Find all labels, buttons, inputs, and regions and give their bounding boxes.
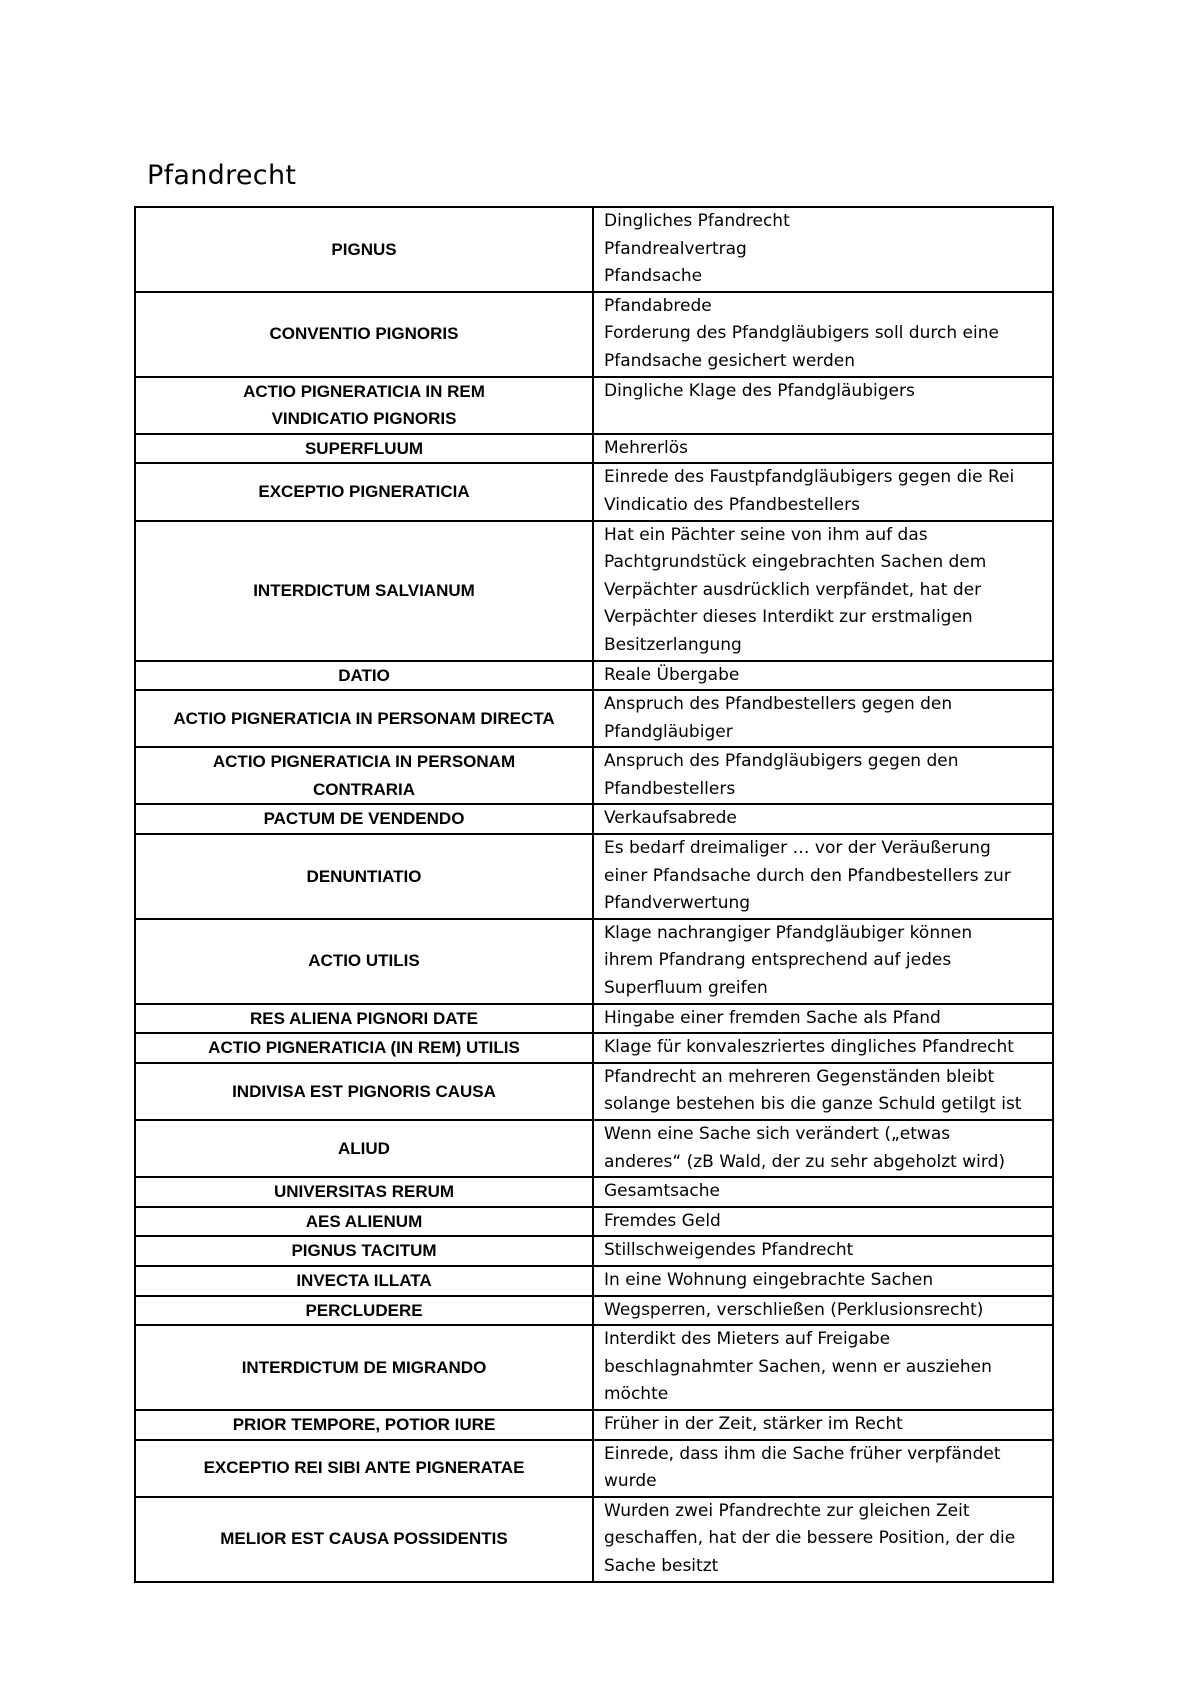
definition-line: Pfandbestellers [604,778,736,799]
term-cell [135,1120,593,1177]
definition-line: Anspruch des Pfandbestellers gegen den [604,694,953,715]
term-text: ACTIO PIGNERATICIA IN REM [243,381,485,401]
table-row [135,690,1053,747]
term-cell [135,690,593,747]
definition-line: Hingabe einer fremden Sache als Pfand [604,1007,941,1028]
table-row [135,804,1053,834]
table-row [135,207,1053,292]
term-text: PIGNUS [331,239,397,259]
term-cell [135,1004,593,1034]
definition-line: Anspruch des Pfandgläubigers gegen den [604,751,959,772]
definition-cell [593,1120,1053,1177]
table-row [135,1296,1053,1326]
definition-cell [593,747,1053,804]
definition-line: Pachtgrundstück eingebrachten Sachen dem [604,552,987,573]
definition-line: Wegsperren, verschließen (Perklusionsrecht) [604,1299,984,1320]
table-row [135,1410,1053,1440]
definition-line: Verpächter dieses Interdikt zur erstmaligen [604,607,973,628]
definition-line: Gesamtsache [604,1181,720,1202]
term-cell [135,1236,593,1266]
definition-line: Pfandabrede [604,295,712,316]
page-title: Pfandrecht [147,160,297,191]
term-cell [135,1410,593,1440]
definition-line: Pfandgläubiger [604,721,733,742]
term-cell [135,747,593,804]
definition-line: Wurden zwei Pfandrechte zur gleichen Zeit [604,1500,970,1521]
term-text: PACTUM DE VENDENDO [263,809,465,829]
definition-line: Stillschweigendes Pfandrecht [604,1240,854,1261]
term-text: INTERDICTUM SALVIANUM [253,580,475,600]
definition-cell [593,207,1053,292]
term-cell [135,1296,593,1326]
term-cell [135,919,593,1004]
definition-cell [593,1266,1053,1296]
term-text: ACTIO PIGNERATICIA IN PERSONAM DIRECTA [173,708,555,728]
definition-line: Klage nachrangiger Pfandgläubiger können [604,922,973,943]
term-text: ALIUD [338,1138,390,1158]
table-row [135,521,1053,661]
term-cell [135,521,593,661]
table-row [135,463,1053,520]
definition-line: beschlagnahmter Sachen, wenn er ausziehen [604,1356,992,1377]
definition-line: Früher in der Zeit, stärker im Recht [604,1413,903,1434]
table-row [135,1004,1053,1034]
term-text: ACTIO UTILIS [308,951,420,971]
term-cell [135,1177,593,1207]
definition-line: Pfandverwertung [604,893,751,914]
term-text: UNIVERSITAS RERUM [273,1182,455,1202]
term-cell [135,1033,593,1063]
term-text: ACTIO PIGNERATICIA (IN REM) UTILIS [208,1038,520,1058]
definition-cell [593,1410,1053,1440]
term-text: PERCLUDERE [305,1300,423,1320]
table-row [135,1266,1053,1296]
definition-cell [593,1177,1053,1207]
definition-line: Verkaufsabrede [604,808,737,829]
definition-line: Reale Übergabe [604,664,740,685]
term-cell [135,1063,593,1120]
table-row [135,1440,1053,1497]
table-row [135,834,1053,919]
term-text: INVECTA ILLATA [296,1270,432,1290]
table-row [135,434,1053,464]
definition-cell [593,834,1053,919]
term-text: EXCEPTIO REI SIBI ANTE PIGNERATAE [203,1458,525,1478]
term-cell [135,1207,593,1237]
definition-line: Sache besitzt [604,1555,719,1576]
definition-line: Einrede, dass ihm die Sache früher verpfändet [604,1443,1001,1464]
glossary-table-body [135,207,1053,1582]
definition-cell [593,434,1053,464]
definition-cell [593,1004,1053,1034]
term-cell [135,463,593,520]
definition-cell [593,1497,1053,1582]
table-row [135,661,1053,691]
definition-line: Es bedarf dreimaliger … vor der Veräußerung [604,838,991,859]
term-text: DATIO [338,665,390,685]
definition-line: einer Pfandsache durch den Pfandbestellers zur [604,865,1011,886]
table-row [135,747,1053,804]
definition-line: Hat ein Pächter seine von ihm auf das [604,524,928,545]
definition-cell [593,661,1053,691]
term-text: SUPERFLUUM [304,438,424,458]
definition-line: möchte [604,1384,669,1405]
table-row [135,1325,1053,1410]
term-text: CONTRARIA [313,779,415,799]
term-text: INTERDICTUM DE MIGRANDO [241,1357,487,1377]
term-text: DENUNTIATIO [306,866,422,886]
definition-line: In eine Wohnung eingebrachte Sachen [604,1269,934,1290]
definition-cell [593,690,1053,747]
definition-line: Pfandsache [604,266,703,287]
term-text: ACTIO PIGNERATICIA IN PERSONAM [212,752,516,772]
term-text: AES ALIENUM [305,1211,423,1231]
term-text: CONVENTIO PIGNORIS [269,324,459,344]
term-cell [135,292,593,377]
definition-cell [593,1063,1053,1120]
definition-line: Besitzerlangung [604,634,742,655]
term-text: RES ALIENA PIGNORI DATE [250,1008,478,1028]
term-cell [135,804,593,834]
definition-line: Forderung des Pfandgläubigers soll durch eine [604,323,999,344]
table-row [135,1236,1053,1266]
term-cell [135,377,593,434]
definition-line: Dingliche Klage des Pfandgläubigers [604,380,915,401]
definition-line: Pfandrecht an mehreren Gegenständen bleibt [604,1066,995,1087]
term-text: PIGNUS TACITUM [291,1241,437,1261]
definition-line: ihrem Pfandrang entsprechend auf jedes [604,950,952,971]
term-text: MELIOR EST CAUSA POSSIDENTIS [220,1529,508,1549]
definition-line: Einrede des Faustpfandgläubigers gegen die Rei [604,467,1015,488]
table-row [135,292,1053,377]
glossary-table [134,206,1054,1583]
definition-line: solange bestehen bis die ganze Schuld getilgt ist [604,1094,1022,1115]
definition-cell [593,1440,1053,1497]
term-cell [135,834,593,919]
term-text: INDIVISA EST PIGNORIS CAUSA [232,1081,496,1101]
definition-line: Vindicatio des Pfandbestellers [604,494,860,515]
definition-cell [593,1033,1053,1063]
definition-line: Interdikt des Mieters auf Freigabe [604,1329,891,1350]
definition-line: Pfandsache gesichert werden [604,350,856,371]
definition-line: wurde [604,1471,657,1492]
table-row [135,1497,1053,1582]
term-text: VINDICATIO PIGNORIS [271,409,457,429]
term-text: PRIOR TEMPORE, POTIOR IURE [232,1414,496,1434]
table-row [135,1033,1053,1063]
definition-cell [593,1325,1053,1410]
table-row [135,1120,1053,1177]
definition-line: geschaffen, hat der die bessere Position, der die [604,1528,1016,1549]
definition-cell [593,1296,1053,1326]
term-cell [135,434,593,464]
term-cell [135,1497,593,1582]
term-cell [135,1266,593,1296]
term-cell [135,661,593,691]
definition-line: Pfandrealvertrag [604,238,747,259]
definition-line: anderes“ (zB Wald, der zu sehr abgeholzt wird) [604,1151,1005,1172]
term-cell [135,207,593,292]
term-cell [135,1325,593,1410]
definition-cell [593,463,1053,520]
table-row [135,1207,1053,1237]
definition-cell [593,1236,1053,1266]
definition-cell [593,804,1053,834]
definition-line: Wenn eine Sache sich verändert („etwas [604,1124,951,1144]
definition-cell [593,521,1053,661]
term-cell [135,1440,593,1497]
table-row [135,1177,1053,1207]
definition-line: Verpächter ausdrücklich verpfändet, hat der [604,579,982,600]
definition-cell [593,377,1053,434]
definition-line: Mehrerlös [604,437,688,458]
definition-line: Superfluum greifen [604,978,768,999]
table-row [135,919,1053,1004]
definition-cell [593,1207,1053,1237]
definition-cell [593,292,1053,377]
definition-cell [593,919,1053,1004]
term-text: EXCEPTIO PIGNERATICIA [258,482,470,502]
table-row [135,1063,1053,1120]
table-row [135,377,1053,434]
definition-line: Fremdes Geld [604,1210,721,1231]
definition-line: Dingliches Pfandrecht [604,211,790,231]
definition-line: Klage für konvaleszriertes dingliches Pfandrecht [604,1037,1014,1058]
